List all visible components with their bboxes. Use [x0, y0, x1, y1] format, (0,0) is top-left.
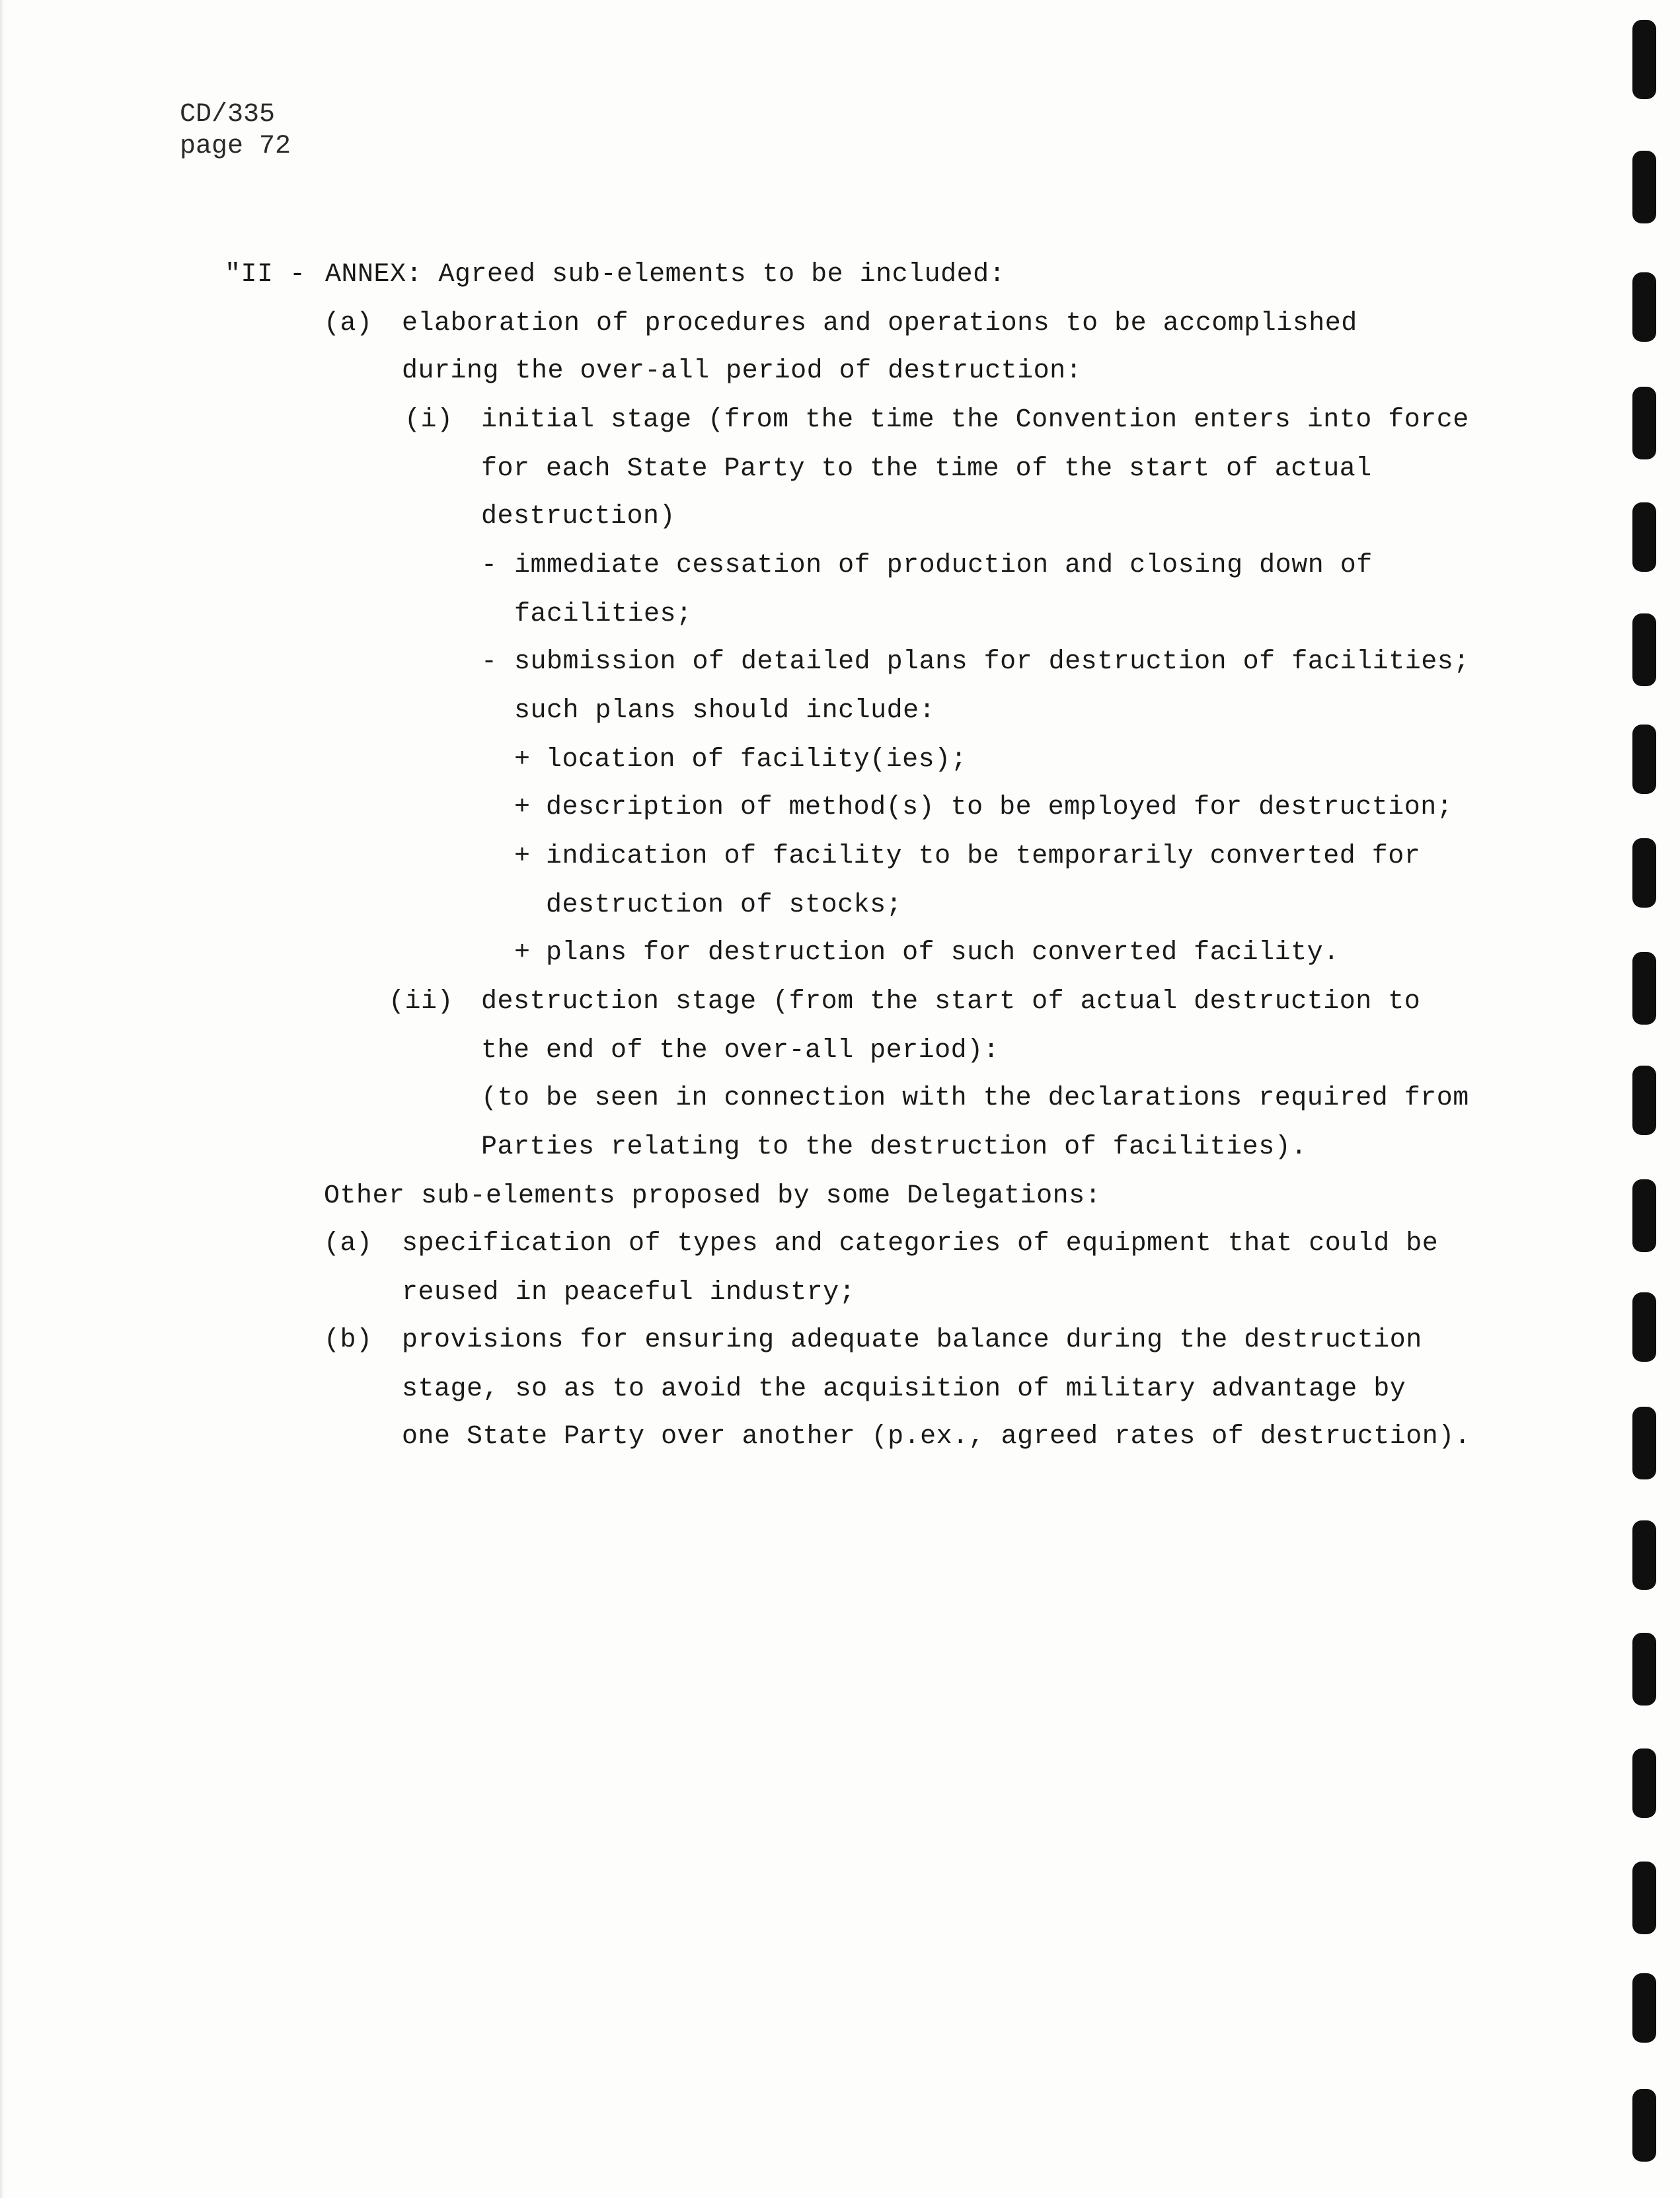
other-item-a-marker: (a) [324, 1229, 373, 1259]
list-item-a-text-cont: during the over-all period of destruction: [402, 356, 1083, 386]
binder-punch-mark [1632, 725, 1656, 794]
binder-punch-mark [1632, 1179, 1656, 1252]
list-item-ii-text-cont-3: Parties relating to the destruction of facilities). [481, 1132, 1307, 1162]
binder-punch-mark [1632, 1748, 1656, 1818]
binder-punch-mark [1632, 1520, 1656, 1590]
dash-item-2-marker: - [481, 647, 498, 677]
plus-item-1-text: location of facility(ies); [546, 745, 968, 775]
binder-punch-mark [1632, 272, 1656, 342]
binder-punch-mark [1632, 2089, 1656, 2162]
other-item-b-marker: (b) [324, 1325, 373, 1355]
dash-item-2-text-cont: such plans should include: [514, 696, 936, 726]
page-number: page 72 [180, 132, 291, 161]
binder-punch-mark [1632, 1292, 1656, 1362]
dash-item-1-marker: - [481, 551, 498, 580]
dash-item-2-text: submission of detailed plans for destruction of facilities; [514, 647, 1470, 677]
dash-item-1-text: immediate cessation of production and closing down of [514, 551, 1373, 580]
other-item-b-text: provisions for ensuring adequate balance during the destruction [402, 1325, 1422, 1355]
other-item-a-text-cont: reused in peaceful industry; [402, 1278, 856, 1308]
plus-item-4-marker: + [514, 938, 531, 968]
scan-edge-shadow [0, 0, 4, 2198]
plus-item-3-text: indication of facility to be temporarily converted for [546, 842, 1421, 871]
binder-punch-mark [1632, 1973, 1656, 2043]
plus-item-4-text: plans for destruction of such converted facility. [546, 938, 1340, 968]
plus-item-3-text-cont: destruction of stocks; [546, 890, 903, 920]
list-item-ii-text-cont-2: (to be seen in connection with the declarations required from [481, 1083, 1469, 1113]
binder-punch-mark [1632, 1407, 1656, 1479]
binder-punch-mark [1632, 1633, 1656, 1706]
document-code: CD/335 [180, 100, 276, 130]
document-header [180, 99, 291, 163]
list-item-ii-text: destruction stage (from the start of actual destruction to [481, 987, 1421, 1017]
annex-heading-line [225, 259, 1006, 291]
plus-item-2-text: description of method(s) to be employed for destruction; [546, 793, 1453, 822]
other-item-b-text-cont-2: one State Party over another (p.ex., agreed rates of destruction). [402, 1422, 1471, 1452]
other-item-b-text-cont-1: stage, so as to avoid the acquisition of military advantage by [402, 1374, 1406, 1404]
other-sub-elements-heading: Other sub-elements proposed by some Delegations: [324, 1181, 1102, 1211]
binder-punch-mark [1632, 952, 1656, 1025]
plus-item-3-marker: + [514, 842, 531, 871]
binder-punch-mark [1632, 613, 1656, 686]
annex-marker: "II - [225, 260, 306, 290]
list-item-a-marker: (a) [324, 309, 373, 338]
dash-item-1-text-cont: facilities; [514, 600, 693, 629]
list-item-ii-text-cont-1: the end of the over-all period): [481, 1036, 1000, 1066]
list-item-i-text-cont-2: destruction) [481, 502, 676, 531]
list-item-i-text-cont-1: for each State Party to the time of the start of actual [481, 454, 1372, 484]
other-item-a-text: specification of types and categories of equipment that could be [402, 1229, 1439, 1259]
list-item-i-marker: (i) [404, 405, 453, 435]
list-item-ii-marker: (ii) [389, 987, 454, 1017]
binder-punch-mark [1632, 20, 1656, 99]
binder-punch-mark [1632, 151, 1656, 223]
binder-punch-mark [1632, 502, 1656, 572]
annex-heading-text: ANNEX: Agreed sub-elements to be included: [325, 260, 1006, 290]
binder-punch-mark [1632, 1862, 1656, 1934]
plus-item-2-marker: + [514, 793, 531, 822]
list-item-a-text: elaboration of procedures and operations to be accomplished [402, 309, 1357, 338]
binder-punch-mark [1632, 387, 1656, 459]
binder-punch-mark [1632, 838, 1656, 908]
plus-item-1-marker: + [514, 745, 531, 775]
list-item-i-text: initial stage (from the time the Convention enters into force [481, 405, 1469, 435]
binder-punch-mark [1632, 1066, 1656, 1135]
